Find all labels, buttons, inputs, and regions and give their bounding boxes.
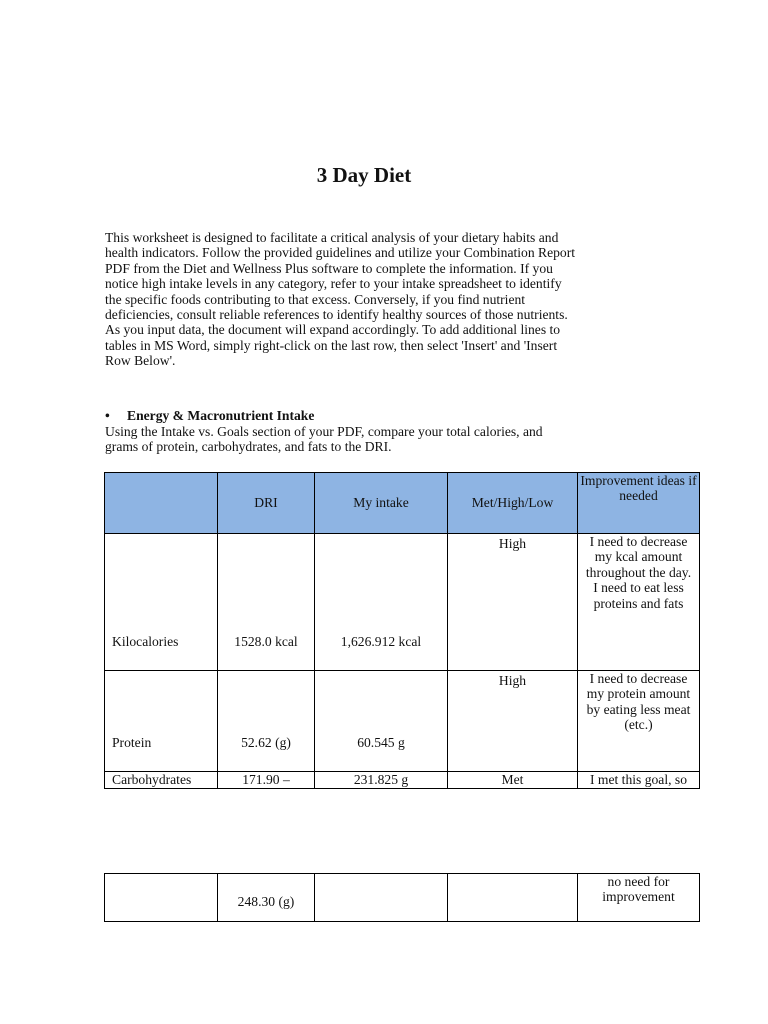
improvement-cell: no need for improvement (578, 874, 700, 922)
status-cell: Met (448, 772, 578, 789)
document-title: 3 Day Diet (316, 163, 412, 187)
header-nutrient (105, 473, 218, 534)
intake-cell: 60.545 g (315, 671, 448, 772)
bullet-marker: • (105, 408, 110, 423)
intro-paragraph (105, 230, 635, 369)
improvement-cell: I need to decrease my protein amount by eating less meat (etc.) (578, 671, 700, 772)
table-row (105, 671, 700, 772)
intro-line: tables in MS Word, simply right-click on the last row, then select 'Insert' and 'Insert (105, 337, 558, 353)
intake-cell (315, 874, 448, 922)
intro-line: PDF from the Diet and Wellness Plus software to complete the information. If you (105, 260, 553, 276)
section-heading (105, 408, 314, 424)
header-improvement: Improvement ideas if needed (578, 473, 700, 534)
section-description (105, 424, 605, 455)
improvement-cell: I need to decrease my kcal amount throughout the day. I need to eat less proteins and fats (578, 534, 700, 671)
dri-cell: 52.62 (g) (218, 671, 315, 772)
table-row (105, 874, 700, 922)
intro-line: Row Below'. (105, 353, 176, 369)
table-header-row (105, 473, 700, 534)
intro-line: health indicators. Follow the provided guidelines and utilize your Combination Report (105, 245, 576, 261)
macronutrient-table (104, 472, 700, 789)
section-description-line: grams of protein, carbohydrates, and fats to the DRI. (105, 439, 392, 455)
table-row (105, 772, 700, 789)
status-cell: High (448, 534, 578, 671)
intro-line: deficiencies, consult reliable references to identify healthy sources of those nutrients. (105, 307, 568, 323)
status-cell: High (448, 671, 578, 772)
intro-line: As you input data, the document will expand accordingly. To add additional lines to (105, 322, 561, 338)
dri-cell: 1528.0 kcal (218, 534, 315, 671)
status-cell (448, 874, 578, 922)
header-my-intake: My intake (315, 473, 448, 534)
header-dri: DRI (218, 473, 315, 534)
macronutrient-table-continued (104, 873, 700, 922)
nutrient-cell: Protein (105, 671, 218, 772)
intake-cell: 231.825 g (315, 772, 448, 789)
header-status: Met/High/Low (448, 473, 578, 534)
intro-line: the specific foods contributing to that excess. Conversely, if you find nutrient (105, 291, 526, 307)
table-row (105, 534, 700, 671)
nutrient-cell: Kilocalories (105, 534, 218, 671)
intro-line: notice high intake levels in any category, refer to your intake spreadsheet to identify (105, 276, 562, 292)
intake-cell: 1,626.912 kcal (315, 534, 448, 671)
section-description-line: Using the Intake vs. Goals section of your PDF, compare your total calories, and (105, 424, 543, 439)
dri-cell: 248.30 (g) (218, 874, 315, 922)
nutrient-cell (105, 874, 218, 922)
dri-cell: 171.90 – (218, 772, 315, 789)
section-heading-text: Energy & Macronutrient Intake (127, 408, 315, 423)
intro-line: This worksheet is designed to facilitate a critical analysis of your dietary habits and (105, 230, 559, 245)
nutrient-cell: Carbohydrates (105, 772, 218, 789)
improvement-cell: I met this goal, so (578, 772, 700, 789)
